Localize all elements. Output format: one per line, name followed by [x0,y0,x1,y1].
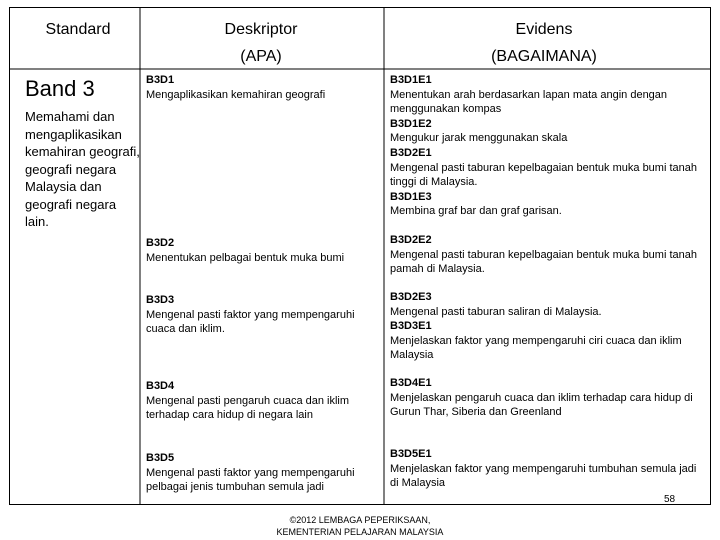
deskriptor-text: Menentukan pelbagai bentuk muka bumi [146,251,345,264]
deskriptor-cell [146,236,378,265]
deskriptor-text: Mengenal pasti faktor yang mempengaruhi cuaca dan iklim. [146,308,355,336]
deskriptor-code: B3D5 [146,452,175,464]
evidens-cell [390,73,702,219]
header-deskriptor-sub: (APA) [240,48,282,65]
header-standard [18,16,138,43]
evidens-code: B3D2E2 [390,234,432,246]
deskriptor-cell [146,379,378,423]
evidens-text: Membina graf bar dan graf garisan. [390,205,562,218]
footer-line-1: ©2012 LEMBAGA PEPERIKSAAN, [289,515,431,525]
evidens-code: B3D3E1 [390,320,432,333]
deskriptor-code: B3D4 [146,380,175,392]
header-deskriptor-label: Deskriptor [224,21,298,38]
evidens-cell [390,290,702,363]
deskriptor-cell [146,451,378,495]
deskriptor-code: B3D3 [146,294,175,306]
evidens-code: B3D2E3 [390,291,432,303]
evidens-text: Mengenal pasti taburan saliran di Malaysia. [390,305,602,318]
evidens-text: Mengukur jarak menggunakan skala [390,132,568,145]
band-description: Memahami dan mengaplikasikan kemahiran geografi, geografi negara Malaysia dan geografi negara lain. [25,109,140,229]
deskriptor-cell [146,73,378,102]
deskriptor-code: B3D2 [146,237,175,249]
header-evidens-label: Evidens [515,21,573,38]
evidens-code: B3D5E1 [390,448,432,460]
evidens-code: B3D1E2 [390,117,432,130]
copyright-footer [250,514,470,538]
deskriptor-code: B3D1 [146,74,175,86]
evidens-code: B3D1E3 [390,190,432,203]
page-number: 58 [664,494,676,505]
evidens-text: Menjelaskan pengaruh cuaca dan iklim terhadap cara hidup di Gurun Thar, Siberia dan Greenland [390,391,693,419]
deskriptor-cell [146,293,378,337]
evidens-text: Menjelaskan faktor yang mempengaruhi ciri cuaca dan iklim Malaysia [390,334,682,362]
band-title: Band 3 [25,76,95,101]
evidens-code: B3D1E1 [390,74,432,86]
header-evidens [430,16,658,70]
evidens-text: Menentukan arah berdasarkan lapan mata angin dengan menggunakan kompas [390,88,668,116]
evidens-text: Mengenal pasti taburan kepelbagaian bentuk muka bumi tanah pamah di Malaysia. [390,248,697,276]
evidens-cell [390,233,702,277]
evidens-code: B3D4E1 [390,377,432,389]
deskriptor-text: Mengenal pasti pengaruh cuaca dan iklim terhadap cara hidup di negara lain [146,394,350,422]
evidens-cell [390,376,702,420]
deskriptor-text: Mengaplikasikan kemahiran geografi [146,88,326,101]
footer-line-2: KEMENTERIAN PELAJARAN MALAYSIA [276,527,444,537]
header-deskriptor [150,16,372,70]
header-evidens-sub: (BAGAIMANA) [491,48,597,65]
header-standard-label: Standard [45,21,111,38]
deskriptor-text: Mengenal pasti faktor yang mempengaruhi pelbagai jenis tumbuhan semula jadi [146,466,355,494]
evidens-text: Mengenal pasti taburan kepelbagaian bentuk muka bumi tanah tinggi di Malaysia. [390,161,697,189]
evidens-code: B3D2E1 [390,146,432,159]
evidens-text: Menjelaskan faktor yang mempengaruhi tumbuhan semula jadi di Malaysia [390,462,697,490]
evidens-cell [390,447,702,491]
